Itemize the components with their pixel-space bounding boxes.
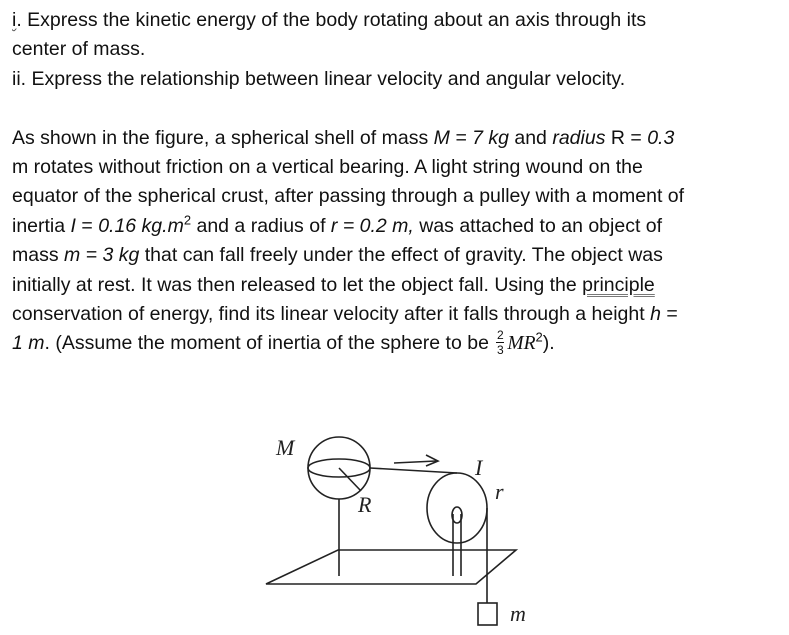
part-ii-line: ii. Express the relationship between linear velocity and angular velocity. (12, 67, 626, 90)
principle-word: principle (582, 273, 655, 296)
fraction-two-thirds: $\frac{2}{3}$ (497, 327, 504, 357)
mass-value: M = 7 kg (433, 126, 509, 149)
string-horizontal (370, 468, 457, 473)
inertia-value: 0.16 kg.m (98, 214, 184, 237)
radius-line (339, 468, 361, 491)
part-i-text: . Express the kinetic energy of the body rotating about an axis through its (16, 9, 647, 31)
label-r: r (495, 479, 504, 504)
label-m: m (510, 601, 526, 626)
pulley-wheel (427, 473, 487, 543)
problem-line-6: initially at rest. It was then released to let the object fall. Using the principle (12, 273, 655, 296)
part-i-line-2: center of mass. (12, 38, 146, 61)
label-R: R (358, 492, 372, 517)
height-value: 1 m (12, 332, 45, 355)
problem-line-2: m rotates without friction on a vertical bearing. A light string wound on the (12, 155, 643, 178)
pulley-radius-value: r = 0.2 m, (330, 214, 414, 237)
question-text (12, 6, 784, 359)
label-M: M (276, 435, 295, 460)
moment-formula: MR (507, 333, 536, 355)
physics-figure (260, 428, 550, 635)
object-mass-value: m = 3 kg (64, 244, 140, 267)
problem-line-4: inertia I = 0.16 $kg.m^2$ and a radius of r = 0.2 m, was attached to an object of (12, 212, 663, 237)
part-i-marker: i (12, 9, 17, 31)
label-I: I (475, 455, 483, 480)
problem-line-5: mass m = 3 kg that can fall freely under the effect of gravity. The object was (12, 244, 663, 267)
problem-line-3: equator of the spherical crust, after passing through a pulley with a moment of (12, 185, 685, 208)
problem-line-7: conservation of energy, find its linear velocity after it falls through a height h = (12, 302, 678, 325)
part-i-line-1 (12, 6, 784, 35)
direction-arrow-shaft (394, 461, 436, 463)
hanging-mass-box (478, 603, 497, 625)
problem-line-8: 1 m. (Assume the moment of inertia of the sphere to be $\frac{2}{3}$ $MR^2$). (12, 327, 555, 357)
base-platform (266, 550, 516, 584)
radius-value: 0.3 (647, 126, 675, 149)
problem-line-1: As shown in the figure, a spherical shell of mass M = 7 kg and radius R = 0.3 (12, 126, 675, 149)
